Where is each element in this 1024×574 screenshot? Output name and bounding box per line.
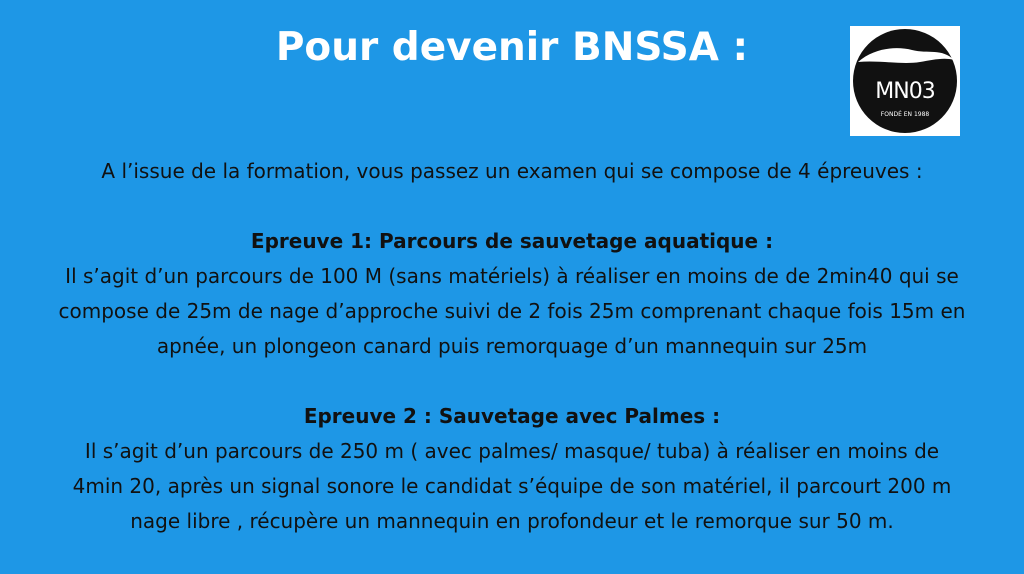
- epreuve-2-heading: Epreuve 2 : Sauvetage avec Palmes :: [303, 404, 721, 428]
- epreuve-2-line: nage libre , récupère un mannequin en profondeur et le remorque sur 50 m.: [130, 509, 894, 533]
- intro-text: A l’issue de la formation, vous passez un examen qui se compose de 4 épreuves :: [101, 159, 923, 183]
- epreuve-2-line: Il s’agit d’un parcours de 250 m ( avec palmes/ masque/ tuba) à réaliser en moins de: [84, 439, 940, 463]
- epreuve-1-line: compose de 25m de nage d’approche suivi de 2 fois 25m comprenant chaque fois 15m en: [58, 299, 966, 323]
- epreuve-1-line: Il s’agit d’un parcours de 100 M (sans matériels) à réaliser en moins de de 2min40 qui se: [65, 264, 959, 288]
- logo-text: MN03: [875, 79, 935, 104]
- epreuve-1-heading: Epreuve 1: Parcours de sauvetage aquatique :: [250, 229, 774, 253]
- exam-description: [0, 154, 1024, 539]
- spacer: [0, 364, 1024, 399]
- spacer: [0, 189, 1024, 224]
- swimmer-logo-icon: [850, 26, 960, 136]
- page-title: Pour devenir BNSSA :: [275, 25, 749, 70]
- logo-subtext: FONDÉ EN 1988: [880, 111, 930, 118]
- club-logo: [850, 26, 960, 136]
- epreuve-2-line: 4min 20, après un signal sonore le candidat s’équipe de son matériel, il parcourt 200 m: [72, 474, 952, 498]
- epreuve-1-line: apnée, un plongeon canard puis remorquage d’un mannequin sur 25m: [156, 334, 868, 358]
